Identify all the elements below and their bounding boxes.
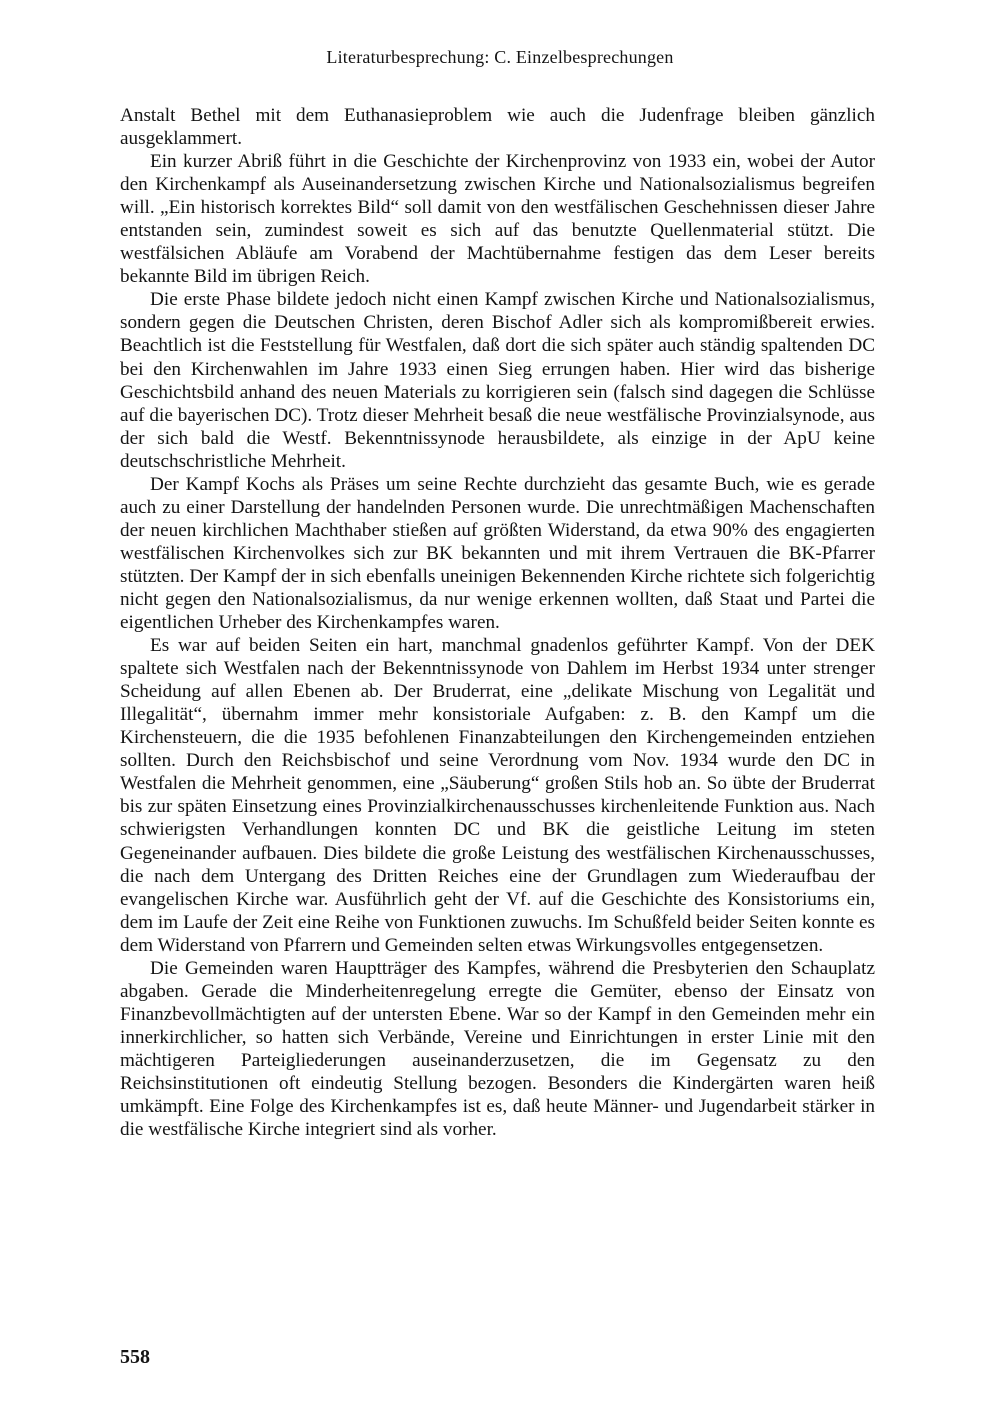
body-text <box>120 104 875 1141</box>
page-number: 558 <box>120 1346 150 1368</box>
paragraph-continuation: Anstalt Bethel mit dem Euthanasieproblem wie auch die Judenfrage bleiben gänzlich ausgeklammert. <box>120 105 875 150</box>
paragraph: Es war auf beiden Seiten ein hart, manchmal gnadenlos geführter Kampf. Von der DEK spaltete sich Westfalen nach der Bekenntnissynode von Dahlem im Herbst 1934 unter strenger Scheidung auf allen Ebenen ab. Der Bruderrat, eine „delikate Mischung von Legalität und Illegalität“, übernahm immer mehr konsistoriale Aufgaben: z. B. den Kampf um die Kirchensteuern, die die 1935 befohlenen Finanzabteilungen den Kirchengemeinden entziehen sollten. Durch den Reichsbischof und seine Verordnung vom Nov. 1934 wurde den DC in Westfalen die Mehrheit genommen, eine „Säuberung“ großen Stils hob an. So übte der Bruderrat bis zur späten Einsetzung eines Provinzialkirchenausschusses kirchenleitende Funktion aus. Nach schwierigsten Verhandlungen konnten DC und BK die geistliche Leitung im steten Gegeneinander aufbauen. Dies bildete die große Leistung des westfälischen Kirchenausschusses, die nach dem Untergang des Dritten Reiches eine der Grundlagen zum Wiederaufbau der evangelischen Kirche war. Ausführlich geht der Vf. auf die Geschichte des Konsistoriums ein, dem im Laufe der Zeit eine Reihe von Funktionen zuwuchs. Im Schußfeld beider Seiten konnte es dem Widerstand von Pfarrern und Gemeinden selten etwas Wirkungsvolles entgegensetzen. <box>120 635 875 956</box>
paragraph: Die erste Phase bildete jedoch nicht einen Kampf zwischen Kirche und Nationalsozialismus, sondern gegen die Deutschen Christen, deren Bischof Adler sich als kompromißbereit erwies. Beachtlich ist die Feststellung für Westfalen, daß dort die sich später auch ständig spaltenden DC bei den Kirchenwahlen im Jahre 1933 einen Sieg errungen haben. Hier wird das bisherige Geschichtsbild anhand des neuen Materials zu korrigieren sein (falsch sind dagegen die Schlüsse auf die bayerischen DC). Trotz dieser Mehrheit besaß die neue westfälische Provinzialsynode, aus der sich bald die Westf. Bekenntnissynode herausbildete, als einzige in der ApU keine deutschschristliche Mehrheit. <box>120 289 875 472</box>
paragraph: Der Kampf Kochs als Präses um seine Rechte durchzieht das gesamte Buch, wie es gerade auch zu einer Darstellung der handelnden Personen wurde. Die unrechtmäßigen Machenschaften der neuen kirchlichen Machthaber stießen auf größten Widerstand, da etwa 90% des engagierten westfälischen Kirchenvolkes sich zur BK bekannten und mit ihrem Vertrauen die BK-Pfarrer stützten. Der Kampf der in sich ebenfalls uneinigen Bekennenden Kirche richtete sich folgerichtig nicht gegen den Nationalsozialismus, da nur wenige erkennen wollten, daß Staat und Partei die eigentlichen Urheber des Kirchenkampfes waren. <box>120 473 875 634</box>
paragraph: Ein kurzer Abriß führt in die Geschichte der Kirchenprovinz von 1933 ein, wobei der Autor den Kirchenkampf als Auseinandersetzung zwischen Kirche und Nationalsozialismus begreifen will. „Ein historisch korrektes Bild“ soll damit von den westfälischen Geschehnissen dieser Jahre entstanden sein, zumindest soweit es sich auf das benutzte Quellenmaterial stützt. Die westfälsichen Abläufe am Vorabend der Machtübernahme festigen das dem Leser bereits bekannte Bild im übrigen Reich. <box>120 151 875 288</box>
paragraph: Die Gemeinden waren Hauptträger des Kampfes, während die Presbyterien den Schauplatz abgaben. Gerade die Minderheitenregelung erregte die Gemüter, ebenso der Einsatz von Finanzbevollmächtigten auf der untersten Ebene. War so der Kampf in den Gemeinden mehr ein innerkirchlicher, so hatten sich Verbände, Vereine und Einrichtungen in erster Linie mit den mächtigeren Parteigliederungen auseinanderzusetzen, die im Gegensatz zu den Reichsinstitutionen oft eindeutig Stellung bezogen. Besonders die Kindergärten waren heiß umkämpft. Eine Folge des Kirchenkampfes ist es, daß heute Männer- und Jugendarbeit stärker in die westfälische Kirche integriert sind als vorher. <box>120 957 875 1141</box>
running-head: Literaturbesprechung: C. Einzelbesprechungen <box>326 47 674 67</box>
